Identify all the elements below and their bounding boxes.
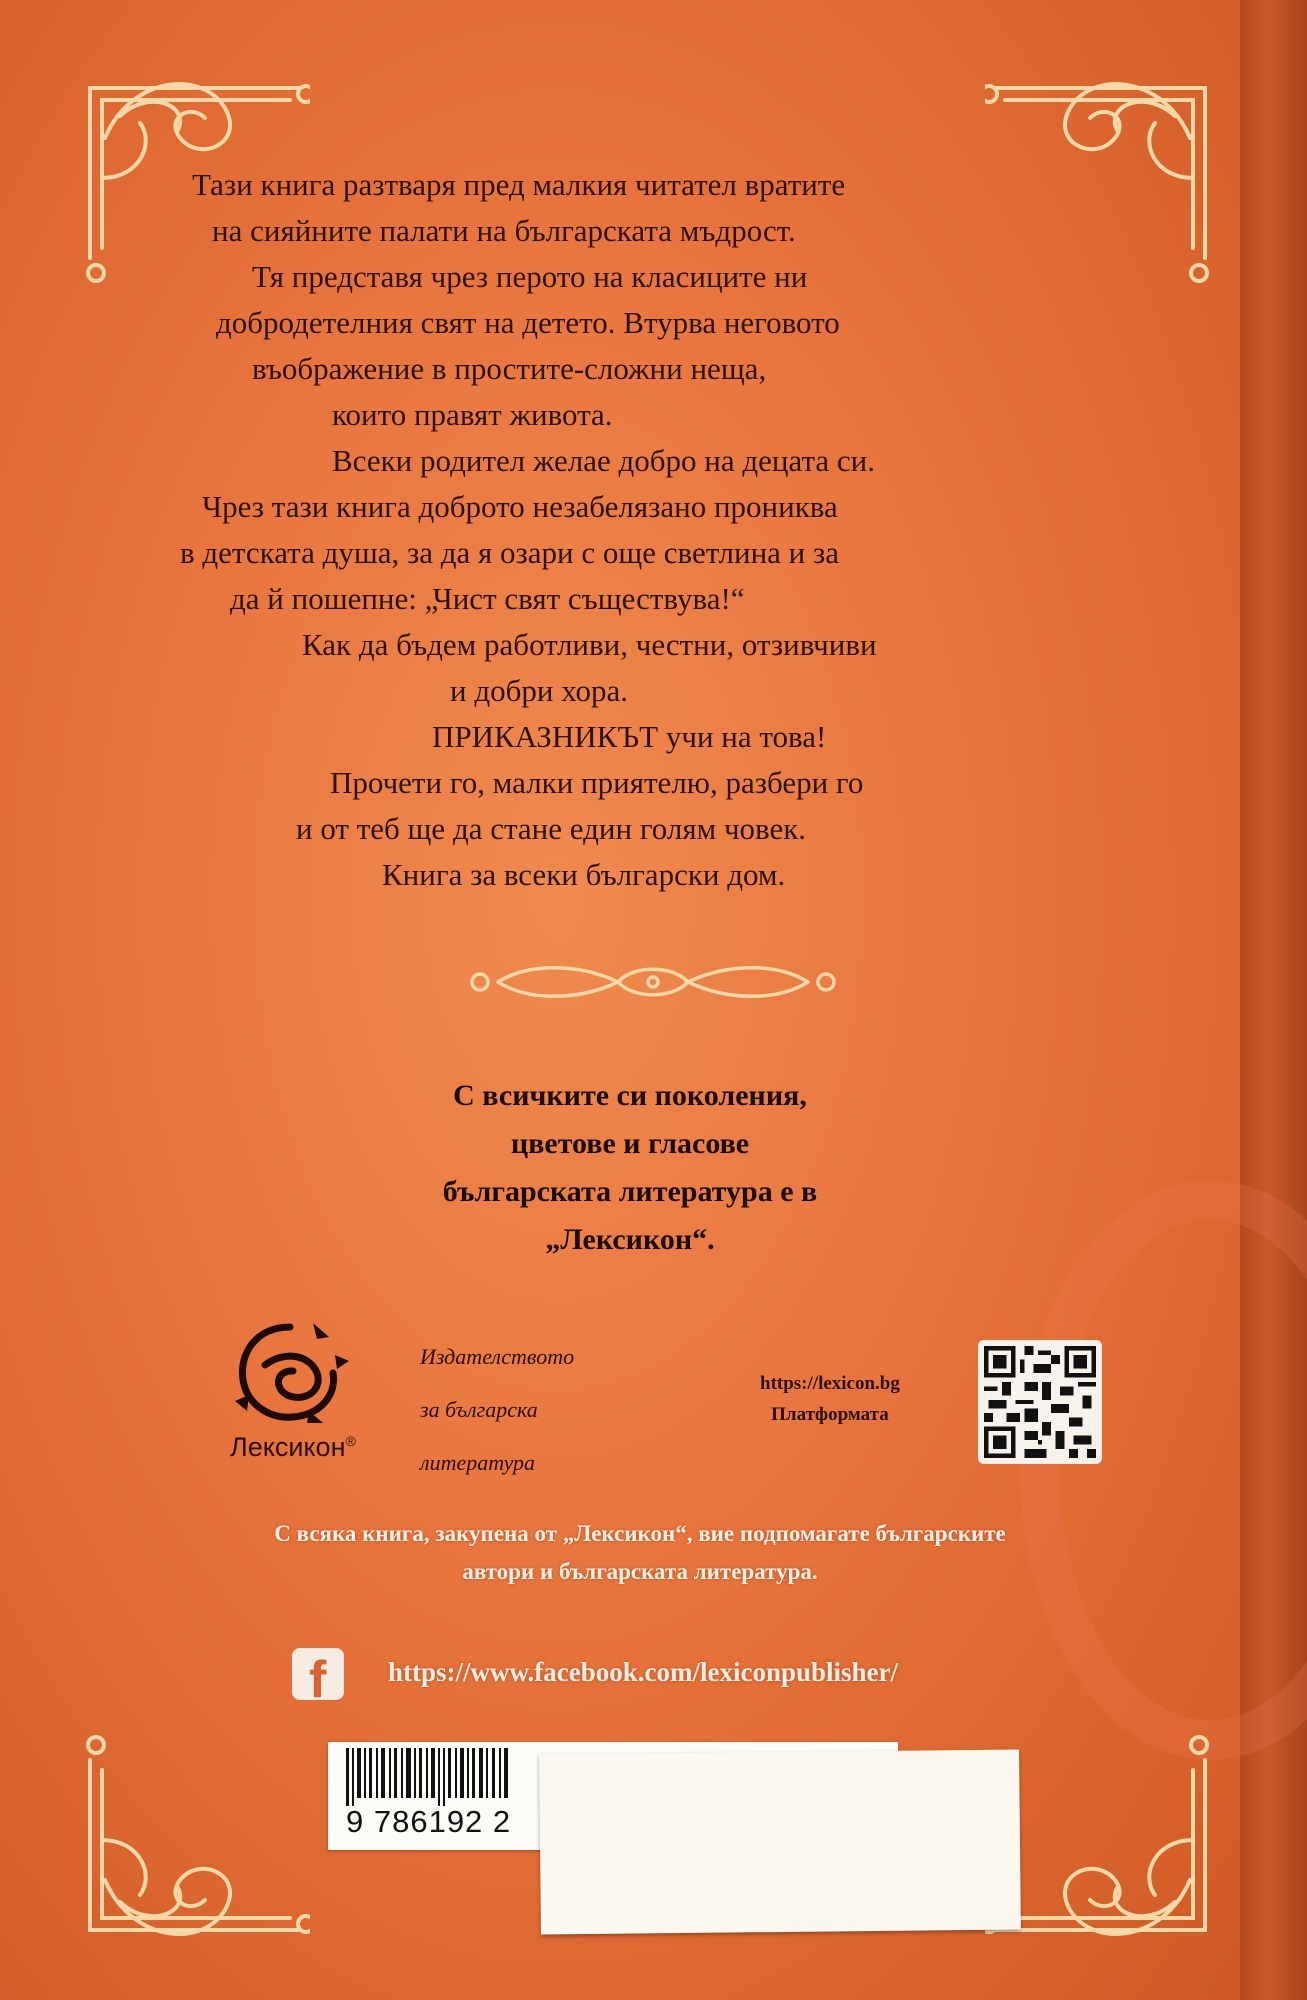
blurb-line: да й пошепне: „Чист свят съществува!“ — [230, 581, 745, 616]
flourish-divider — [468, 955, 838, 1009]
facebook-url: https://www.facebook.com/lexiconpublisher/ — [388, 1657, 899, 1687]
blurb-line: ПРИКАЗНИКЪТ учи на това! — [432, 719, 827, 754]
blurb-line: Прочети го, малки приятелю, разбери го — [330, 765, 864, 800]
blurb-line: които правят живота. — [332, 397, 613, 432]
blurb-line: Тази книга разтваря пред малкия читател вратите — [192, 167, 846, 202]
registered-mark: ® — [345, 1433, 356, 1449]
ornament-bottom-left — [60, 1710, 310, 1970]
blurb-line: Чрез тази книга доброто незабелязано прониква — [202, 489, 838, 524]
blurb-line: в детската душа, за да я озари с още светлина и за — [180, 535, 840, 570]
blurb-text — [120, 162, 1120, 898]
qr-code-icon — [984, 1346, 1096, 1458]
publisher-logo-name — [230, 1432, 356, 1463]
platform-info — [760, 1368, 900, 1430]
blurb-line: Всеки родител желае добро на децата си. — [332, 443, 875, 478]
website-url: https://lexicon.bg — [760, 1373, 900, 1394]
dragon-logo-icon — [225, 1315, 355, 1430]
blurb-line: Книга за всеки български дом. — [382, 857, 786, 892]
publisher-name: Лексикон — [230, 1432, 346, 1462]
blurb-line: въображение в простите-сложни неща, — [252, 351, 767, 386]
blurb-line: Тя представя чрез перото на класиците ни — [252, 259, 808, 294]
blurb-line: и от теб ще да стане един голям човек. — [296, 811, 807, 846]
tagline-line: за българска — [420, 1397, 538, 1422]
tagline-line: литература — [420, 1450, 536, 1475]
barcode-icon — [346, 1748, 546, 1806]
slogan-line: българската литература е в — [442, 1175, 818, 1208]
blurb-line: добродетелния свят на детето. Втурва неговото — [216, 305, 840, 340]
blurb-line: Как да бъдем работливи, честни, отзивчиви — [302, 627, 877, 662]
price-sticker — [539, 1749, 1021, 1934]
ornament-bottom-right — [985, 1710, 1235, 1970]
support-line: С всяка книга, закупена от „Лексикон“, вие подпомагате българските — [274, 1521, 1006, 1546]
qr-code — [978, 1340, 1102, 1464]
publisher-slogan — [300, 1072, 960, 1264]
publisher-tagline — [420, 1330, 574, 1489]
slogan-line: цветове и гласове — [510, 1127, 750, 1160]
facebook-icon: f — [292, 1648, 344, 1700]
isbn-digits: 9 786192 2 — [346, 1804, 512, 1839]
support-line: автори и българската литература. — [462, 1559, 818, 1584]
blurb-line: на сияйните палати на българската мъдрост. — [212, 213, 796, 248]
slogan-line: „Лексикон“. — [545, 1223, 715, 1256]
slogan-line: С всичките си поколения, — [453, 1079, 807, 1112]
blurb-line: и добри хора. — [450, 673, 629, 708]
platform-label: Платформата — [771, 1404, 889, 1425]
support-notice — [140, 1515, 1140, 1591]
tagline-line: Издателството — [420, 1344, 575, 1369]
